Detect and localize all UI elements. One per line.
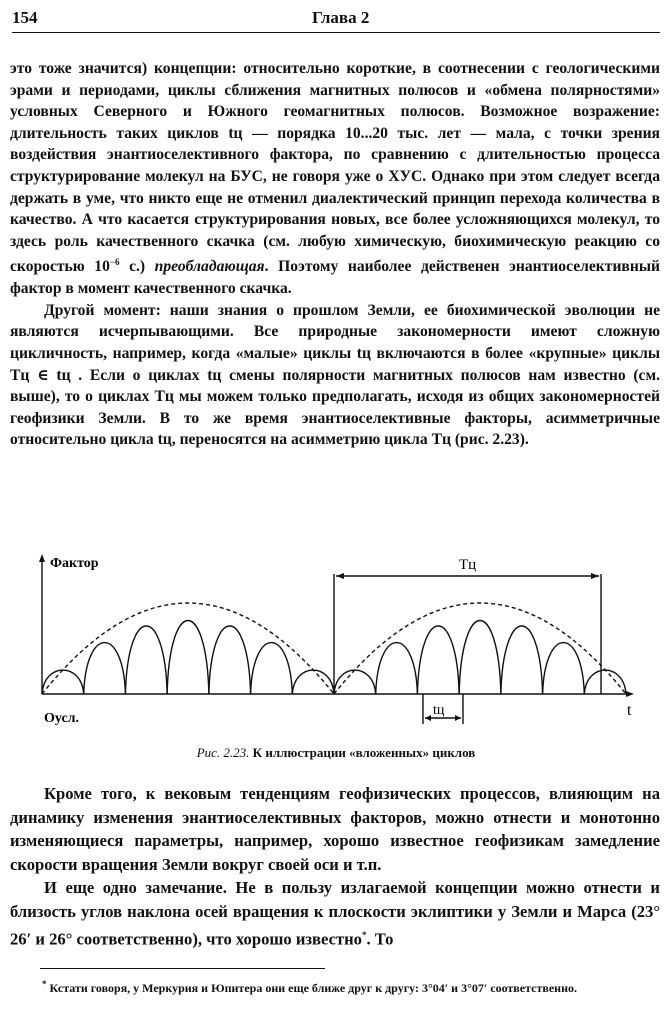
x-axis-label: t (627, 702, 632, 719)
footnote: * Кстати говоря, у Меркурия и Юпитера они еще ближе друг к другу: 3°04′ и 3°07′ соответственно. (42, 979, 578, 995)
large-cycle-envelope-2 (334, 603, 626, 694)
small-arch-1-5 (209, 626, 251, 694)
chapter-title: Глава 2 (312, 8, 370, 27)
small-cycle-label: tц (433, 703, 445, 718)
small-arch-2-7 (584, 670, 626, 694)
figure-caption-number: Рис. 2.23. (196, 745, 250, 760)
paragraph-4: И еще одно замечание. Не в пользу излагаемой концепции можно отнести и близость углов наклона осей вращения к плоскости эклиптики у Земли и Марса (23° 26′ и 26° соответственно), что хорошо известно*. То (10, 878, 660, 949)
footnote-rule (40, 968, 325, 969)
paragraph-3: Кроме того, к вековым тенденциям геофизических процессов, влияющим на динамику изменения энантиоселективных факторов, можно отнести и монотонно изменяющиеся параметры, например, хорошо известное геофизикам замедление скорости вращения Земли вокруг своей оси и т.п. (10, 784, 660, 874)
small-arch-1-6 (251, 643, 293, 694)
body-text-top (10, 58, 660, 451)
origin-label: Oусл. (44, 711, 80, 726)
body-text-bottom (10, 782, 660, 951)
small-arch-1-2 (84, 643, 126, 694)
y-axis-arrow (39, 554, 45, 562)
small-arch-2-5 (501, 626, 543, 694)
small-arch-2-1 (334, 670, 376, 694)
small-arch-1-3 (125, 626, 167, 694)
nested-cycles-figure (36, 552, 646, 732)
paragraph-2: Другой момент: наши знания о прошлом Земли, ее биохимической эволюции не являются исчерпывающими. Все природные закономерности имеют сложную цикличность, например, когда «малые» циклы tц включаются в более «крупные» циклы Tц ∈ tц . Если о циклах tц смены полярности магнитных полюсов нам известно (см. выше), то о циклах Tц мы можем только предполагать, исходя из общих закономерностей геофизики Земли. В то же время энантиоселективные факторы, асимметричные относительно цикла tц, переносятся на асимметрию цикла Tц (рис. 2.23). (10, 301, 660, 449)
figure-caption-text: К иллюстрации «вложенных» циклов (249, 745, 476, 760)
small-arch-2-2 (376, 643, 418, 694)
small-arch-1-7 (292, 670, 334, 694)
paragraph-1: это тоже значится) концепции: относительно короткие, в соотнесении с геологическими эрами и периодами, циклы сближения магнитных полюсов и «обмена полярностями» условных Северного и Южного геомагнитных полюсов. Возможное возражение: длительность таких циклов tц — порядка 10...20 тыс. лет — мала, с точки зрения воздействия энантиоселективного фактора, по сравнению с длительностью процесса структурирование молекул на БУС, не говоря уже о ХУС. Однако при этом следует всегда держать в уме, что никто еще не отменил диалектический принцип перехода количества в качество. А что касается структурирования новых, все более усложняющихся молекул, то здесь роль качественного скачка (см. любую химическую, биохимическую реакцию со скоростью $10^{-6}$ с.) преобладающая. Поэтому наиболее действенен энантиоселективный фактор в момент качественного скачка. (10, 60, 660, 298)
small-arch-2-6 (543, 643, 585, 694)
figure-caption (0, 745, 672, 761)
small-arch-2-3 (417, 626, 459, 694)
large-cycle-envelope-1 (42, 603, 334, 694)
y-axis-label: Фактор (50, 556, 99, 571)
x-axis-arrow (626, 691, 634, 697)
small-arch-2-4 (459, 621, 501, 695)
small-arch-1-4 (167, 621, 209, 695)
page-number: 154 (12, 8, 38, 27)
big-cycle-label: Tц (459, 557, 477, 573)
small-arch-1-1 (42, 670, 84, 694)
running-header (12, 4, 660, 33)
